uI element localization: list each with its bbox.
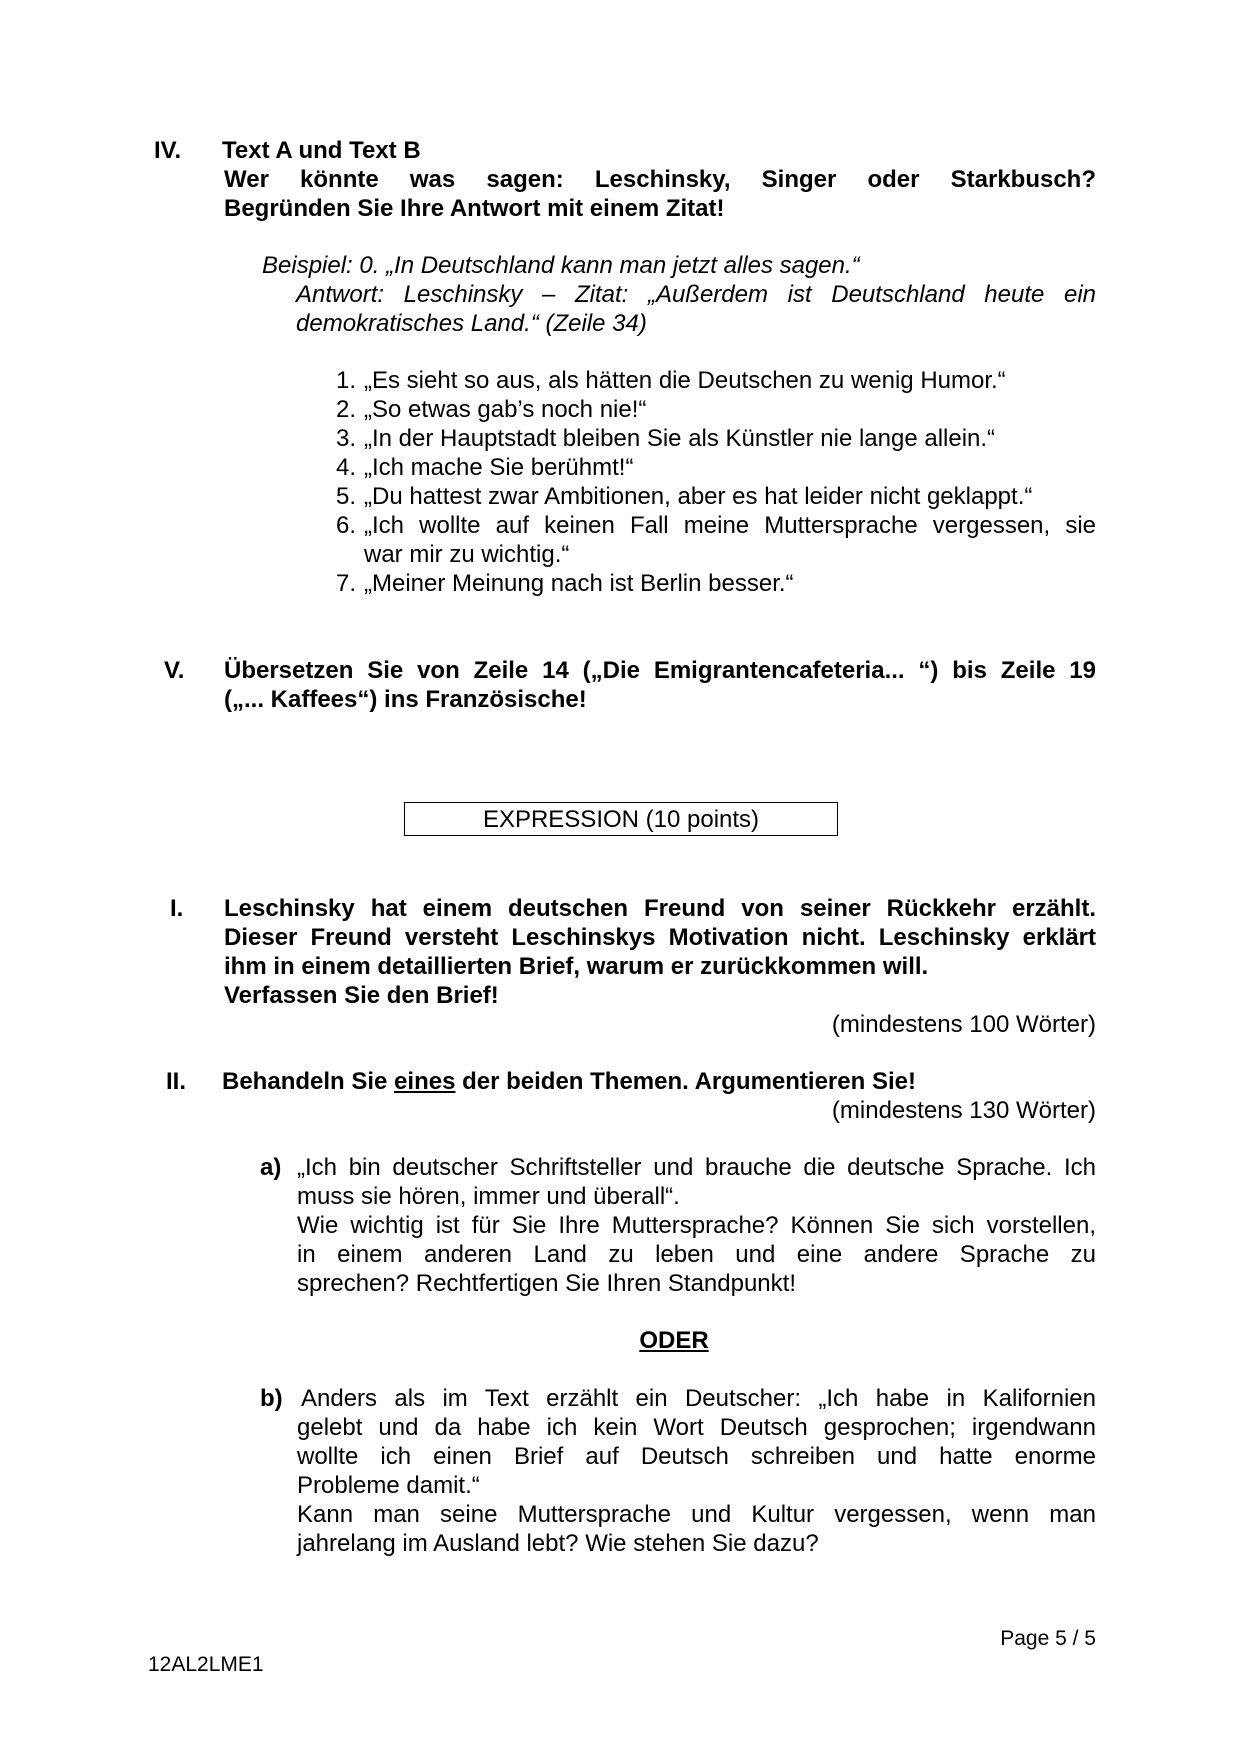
heading-text: Behandeln Sie <box>222 1068 395 1095</box>
option-a-line: Wie wichtig ist für Sie Ihre Muttersprache? Können Sie sich vorstellen, <box>297 1212 1096 1239</box>
list-item <box>332 424 1096 453</box>
section-v-line2: („... Kaffees“) ins Französische! <box>224 686 587 713</box>
quote-list <box>332 366 1096 596</box>
option-b-label: b) <box>260 1385 283 1412</box>
section-i-line4: Verfassen Sie den Brief! <box>224 982 499 1009</box>
item-text: „Du hattest zwar Ambitionen, aber es hat leider nicht geklappt.“ <box>364 483 1033 510</box>
item-number: 4. <box>335 454 356 481</box>
item-number: 3. <box>335 425 356 452</box>
option-a-label: a) <box>260 1154 282 1181</box>
item-number: 7. <box>335 570 356 597</box>
option-b-line: Kann man seine Muttersprache und Kultur vergessen, wenn man <box>297 1501 1096 1528</box>
item-text: „So etwas gab’s noch nie!“ <box>364 396 647 423</box>
option-b-line: Probleme damit.“ <box>297 1472 480 1499</box>
example-line1: Beispiel: 0. „In Deutschland kann man jetzt alles sagen.“ <box>262 252 860 279</box>
list-item <box>332 453 1096 482</box>
heading-text: der beiden Themen. Argumentieren Sie! <box>455 1068 916 1095</box>
item-number: 6. <box>335 512 356 539</box>
section-ii-heading <box>222 1067 916 1096</box>
section-iv-task-line1: Wer könnte was sagen: Leschinsky, Singer oder Starkbusch? <box>224 166 1096 193</box>
example-line3: demokratisches Land.“ (Zeile 34) <box>296 310 647 337</box>
item-number: 2. <box>335 396 356 423</box>
section-iv-numeral: IV. <box>154 137 182 164</box>
item-text-continued: war mir zu wichtig.“ <box>364 541 570 568</box>
item-number: 1. <box>335 367 356 394</box>
option-a-line: muss sie hören, immer und überall“. <box>297 1183 680 1210</box>
list-item <box>332 482 1096 511</box>
item-number: 5. <box>335 483 356 510</box>
list-item <box>332 511 1096 569</box>
section-iv-heading: Text A und Text B <box>222 137 421 164</box>
option-b-line: jahrelang im Ausland lebt? Wie stehen Sie dazu? <box>297 1530 819 1557</box>
list-item <box>332 366 1096 395</box>
option-a-line: „Ich bin deutscher Schriftsteller und brauche die deutsche Sprache. Ich <box>297 1154 1096 1181</box>
section-i-line1: Leschinsky hat einem deutschen Freund von seiner Rückkehr erzählt. <box>224 895 1096 922</box>
heading-underlined-word: eines <box>394 1068 456 1095</box>
option-a-line: in einem anderen Land zu leben und eine andere Sprache zu <box>297 1241 1096 1268</box>
section-iv-task-line2: Begründen Sie Ihre Antwort mit einem Zitat! <box>224 195 725 222</box>
section-v-numeral: V. <box>164 657 185 684</box>
list-item <box>332 569 1096 598</box>
option-a-line: sprechen? Rechtfertigen Sie Ihren Standpunkt! <box>297 1270 796 1297</box>
section-i-min-words: (mindestens 100 Wörter) <box>831 1011 1096 1038</box>
item-text: „In der Hauptstadt bleiben Sie als Künstler nie lange allein.“ <box>364 425 996 452</box>
expression-header-box: EXPRESSION (10 points) <box>404 802 838 836</box>
page-number: Page 5 / 5 <box>1000 1627 1096 1650</box>
section-i-numeral: I. <box>170 895 184 922</box>
section-ii-numeral: II. <box>166 1068 187 1095</box>
option-b-line: wollte ich einen Brief auf Deutsch schreiben und hatte enorme <box>297 1443 1096 1470</box>
section-i-line2: Dieser Freund versteht Leschinskys Motivation nicht. Leschinsky erklärt <box>224 924 1096 951</box>
example-line2: Antwort: Leschinsky – Zitat: „Außerdem ist Deutschland heute ein <box>296 281 1096 308</box>
list-item <box>332 395 1096 424</box>
item-text: „Ich mache Sie berühmt!“ <box>364 454 634 481</box>
section-v-line1: Übersetzen Sie von Zeile 14 („Die Emigrantencafeteria... “) bis Zeile 19 <box>224 657 1096 684</box>
option-b-line: gelebt und da habe ich kein Wort Deutsch gesprochen; irgendwann <box>297 1414 1096 1441</box>
section-i-line3: ihm in einem detaillierten Brief, warum er zurückkommen will. <box>224 953 929 980</box>
document-code: 12AL2LME1 <box>148 1653 264 1676</box>
item-text: „Meiner Meinung nach ist Berlin besser.“ <box>364 570 794 597</box>
item-text: „Es sieht so aus, als hätten die Deutschen zu wenig Humor.“ <box>364 367 1006 394</box>
oder-divider: ODER <box>639 1327 709 1354</box>
section-ii-min-words: (mindestens 130 Wörter) <box>831 1097 1096 1124</box>
item-text: „Ich wollte auf keinen Fall meine Muttersprache vergessen, sie <box>364 512 1096 539</box>
option-b-line: Anders als im Text erzählt ein Deutscher: „Ich habe in Kalifornien <box>301 1385 1096 1412</box>
